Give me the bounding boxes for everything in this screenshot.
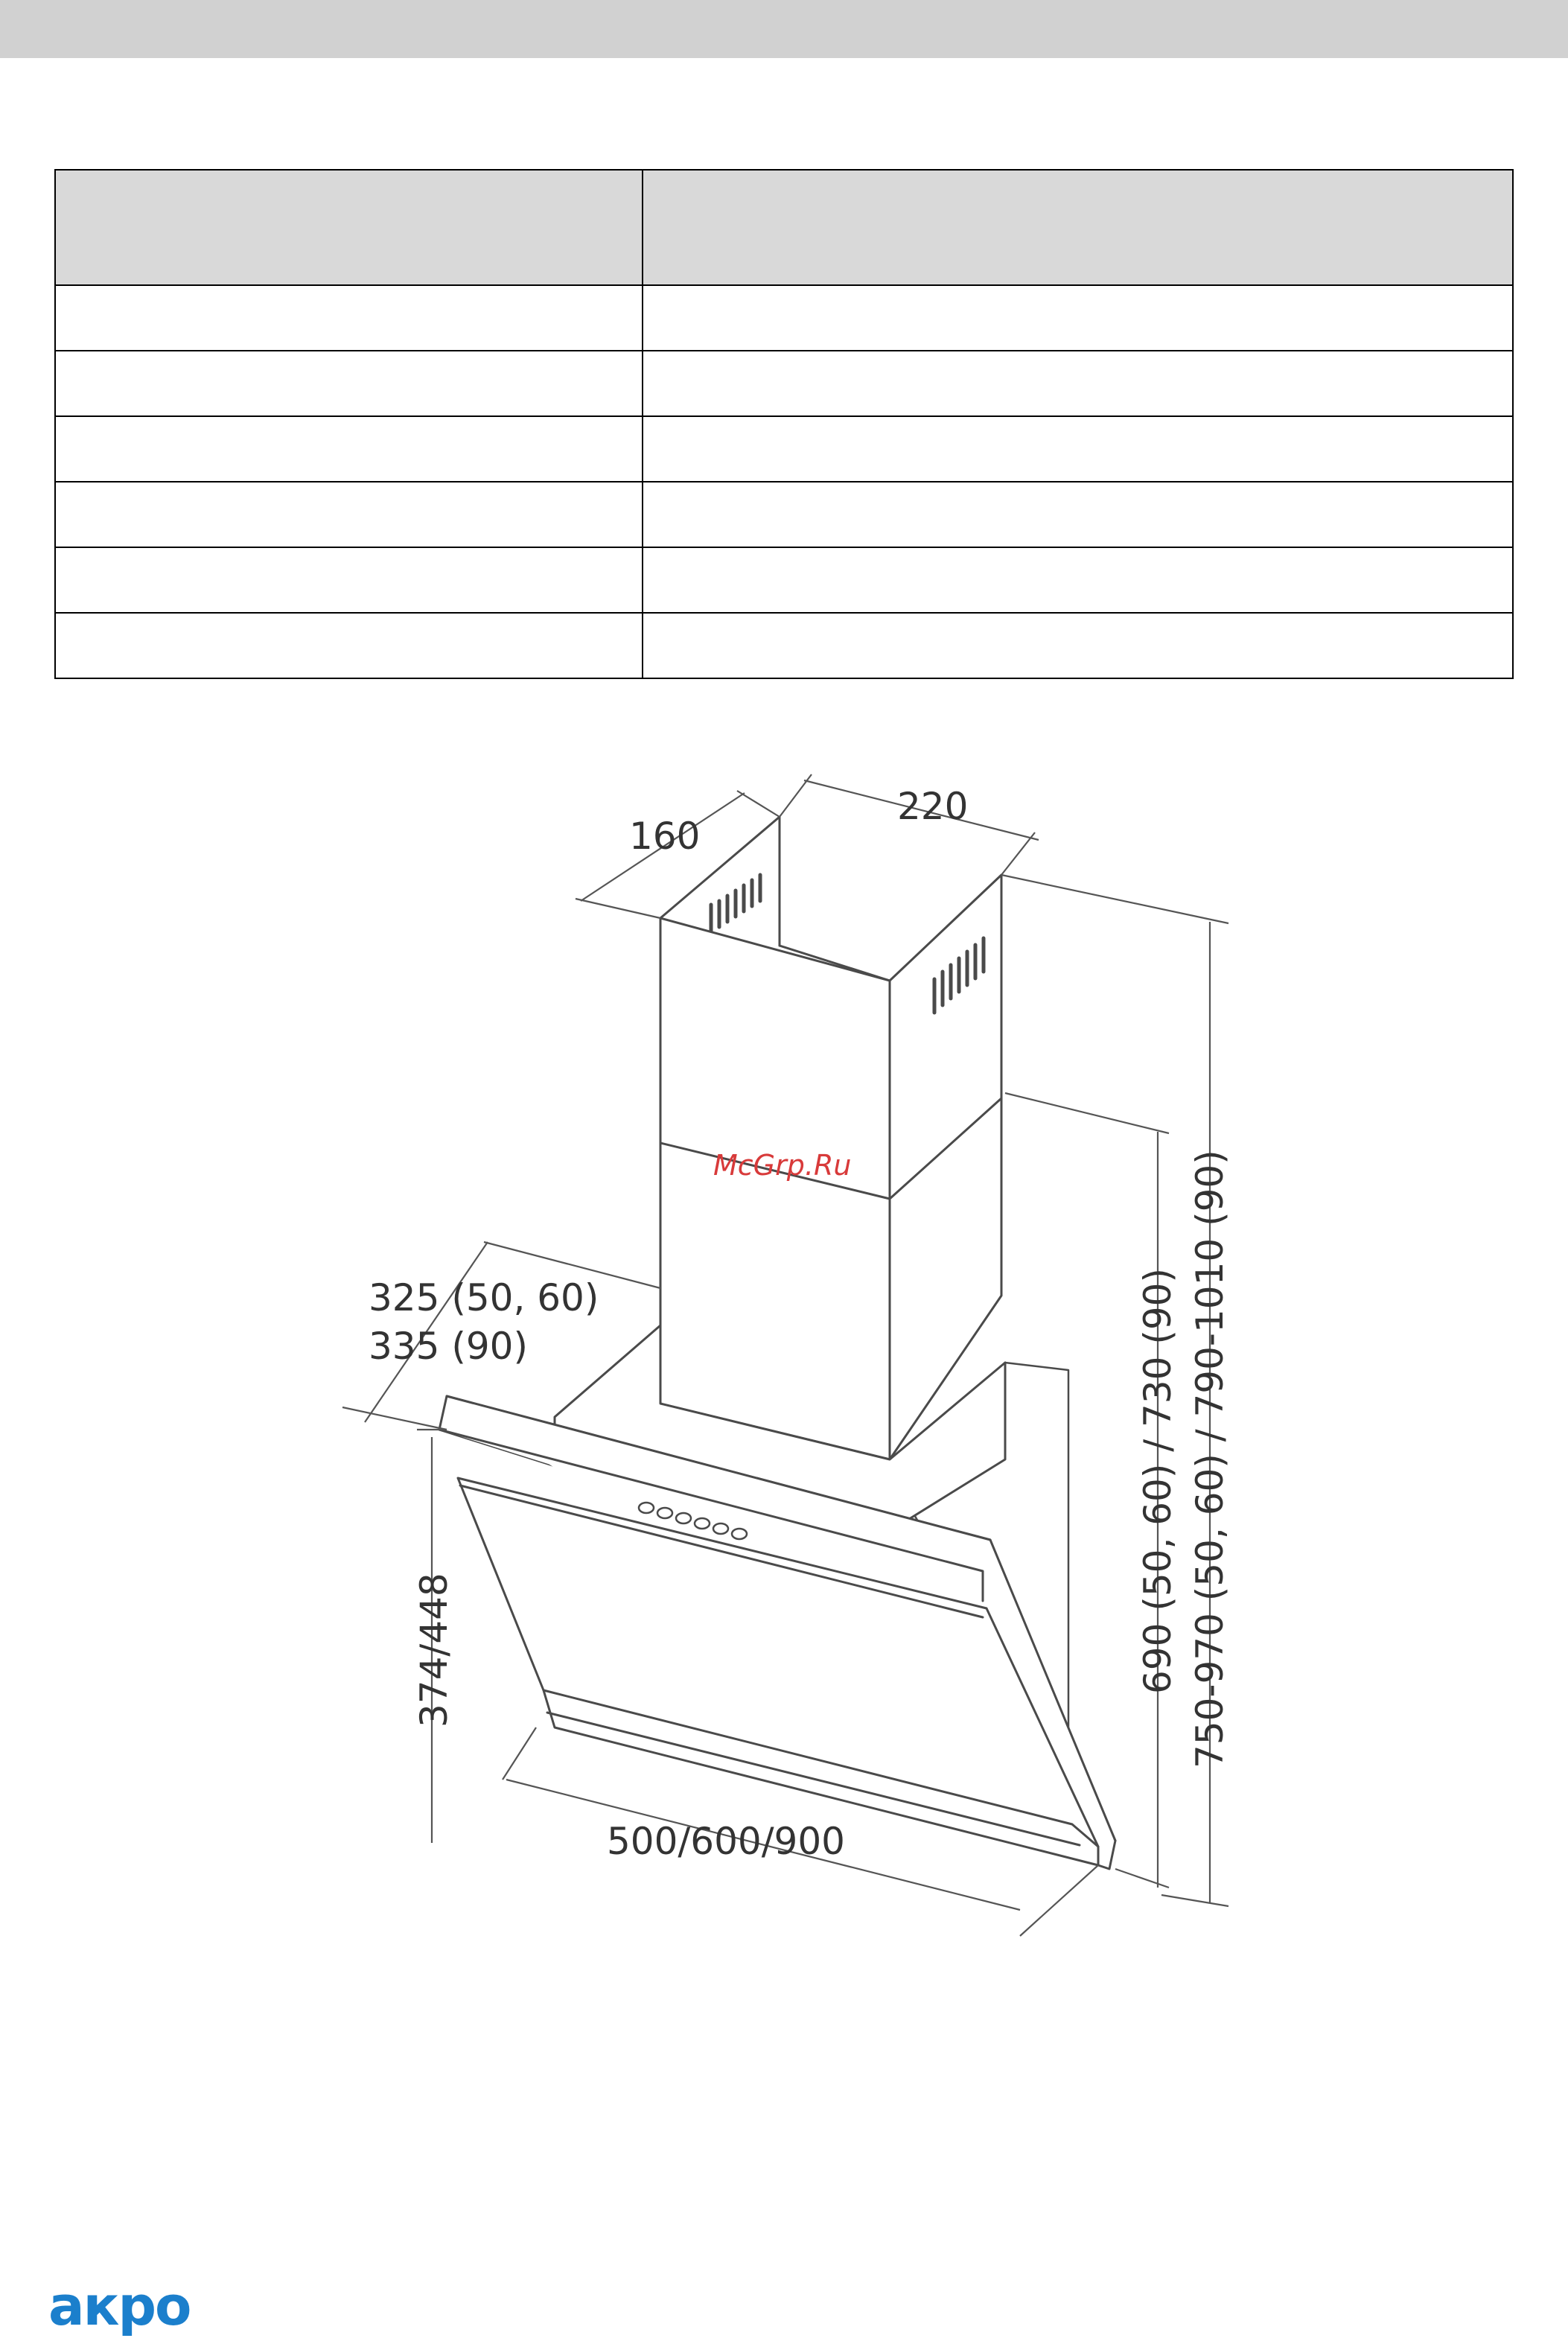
table-cell — [55, 285, 643, 351]
spec-table — [54, 169, 1514, 679]
table-cell — [55, 416, 643, 482]
table-cell — [643, 351, 1513, 416]
table-cell — [55, 613, 643, 678]
table-row — [55, 613, 1513, 678]
akpo-logo — [48, 2278, 220, 2338]
table-row — [55, 416, 1513, 482]
table-cell — [55, 482, 643, 547]
table-cell — [643, 416, 1513, 482]
table-row — [55, 351, 1513, 416]
table-header-row — [55, 170, 1513, 285]
table-cell — [55, 547, 643, 613]
table-row — [55, 285, 1513, 351]
dim-glass-height: 374/448 — [412, 1573, 456, 1727]
watermark-text: McGrp.Ru — [713, 1149, 852, 1182]
table-row — [55, 547, 1513, 613]
table-row — [55, 482, 1513, 547]
dim-hood-depth-b: 335 (90) — [369, 1325, 528, 1368]
dim-width: 500/600/900 — [607, 1820, 845, 1863]
table-header-cell — [55, 170, 643, 285]
dim-hood-depth-a: 325 (50, 60) — [369, 1276, 599, 1319]
dim-duct-depth: 160 — [629, 815, 701, 858]
svg-text:акро: акро — [48, 2278, 191, 2337]
table-cell — [55, 351, 643, 416]
dim-duct-width: 220 — [897, 785, 969, 828]
table-cell — [643, 547, 1513, 613]
top-band — [0, 0, 1568, 58]
table-cell — [643, 613, 1513, 678]
dim-height-outer: 750-970 (50, 60) / 790-1010 (90) — [1188, 1150, 1231, 1768]
dim-height-inner: 690 (50, 60) / 730 (90) — [1136, 1268, 1179, 1694]
table-cell — [643, 482, 1513, 547]
table-header-cell — [643, 170, 1513, 285]
table-cell — [643, 285, 1513, 351]
hood-dimension-drawing — [328, 745, 1251, 1966]
